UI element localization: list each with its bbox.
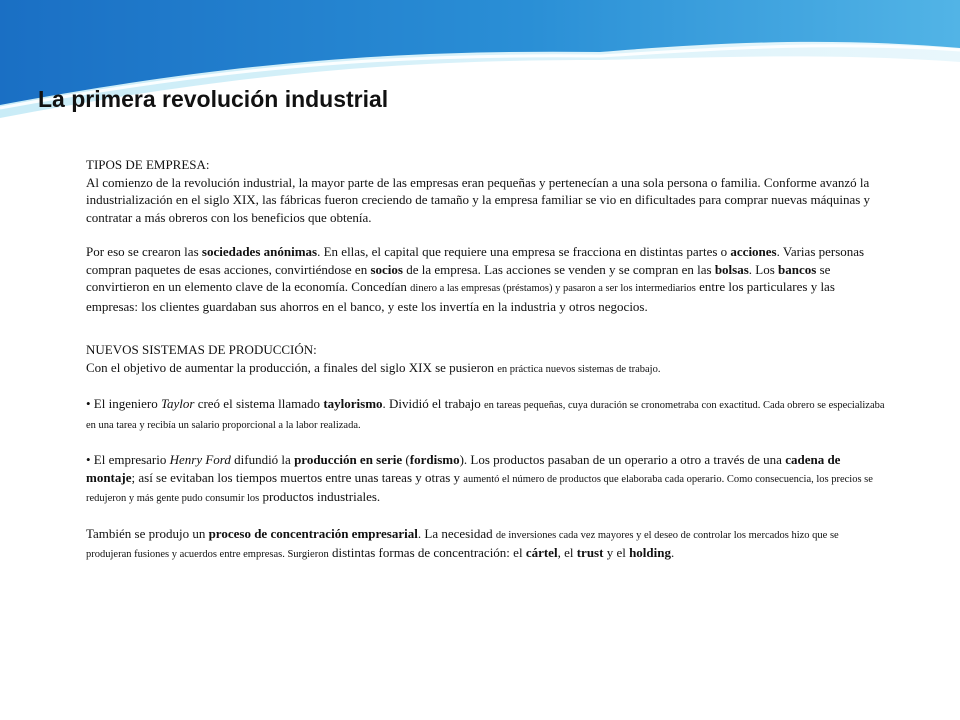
paragraph-tipos-1: Al comienzo de la revolución industrial, la mayor parte de las empresas eran pequeñas y pertenecían a una sola persona o familia. Conforme avanzó la industrialización en el siglo XIX, las fábricas fueron creciendo de tamaño y la empresa familiar se vio en dificultades para comprar nuevas máquinas y contratar a más obreros con los beneficios que obtenía.: [86, 174, 871, 225]
paragraph-concentracion: También se produjo un proceso de concentración empresarial. La necesidad de inversiones cada vez mayores y el deseo de controlar los mercados hizo que se produjeran fusiones y acuerdos entre empresas. Surgieron distintas formas de concentración: el cártel, el trust y el holding.: [86, 525, 839, 560]
bullet-ford: • El empresario Henry Ford difundió la producción en serie (fordismo). Los productos pasaban de un operario a otro a través de una cadena de montaje; así se evitaban los tiempos muertos entre unas tareas y otras y aumentó el número de productos que elaboraba cada operario. Como consecuencia, los precios se redujeron y más gente pudo consumir los productos industriales.: [86, 452, 873, 504]
paragraph-tipos-2: Por eso se crearon las sociedades anónimas. En ellas, el capital que requiere una empresa se fracciona en distintas partes o acciones. Varias personas compran paquetes de esas acciones, convirtiéndose en socios de la empresa. Las acciones se venden y se compran en las bolsas. Los bancos se convirtieron en un elemento clave de la economía. Concedían dinero a las empresas (préstamos) y pasaron a ser los intermediarios entre los particulares y las empresas: los clientes guardaban sus ahorros en el banco, y este los invertía en la industria y otros negocios.: [86, 244, 865, 314]
bullet-taylor: • El ingeniero Taylor creó el sistema llamado taylorismo. Dividió el trabajo en tareas pequeñas, cuya duración se cronometraba con exactitud. Cada obrero se especializaba en una tarea y recibía un salario proporcional a la labor realizada.: [86, 396, 885, 431]
slide-body: [86, 156, 886, 564]
paragraph-nuevos-intro: Con el objetivo de aumentar la producción, a finales del siglo XIX se pusieron en práctica nuevos sistemas de trabajo.: [86, 359, 661, 375]
slide-title: La primera revolución industrial: [38, 86, 389, 112]
section-heading-tipos: TIPOS DE EMPRESA:: [86, 157, 210, 172]
section-heading-nuevos: NUEVOS SISTEMAS DE PRODUCCIÓN:: [86, 342, 317, 357]
header-wave-decoration: [0, 0, 960, 140]
